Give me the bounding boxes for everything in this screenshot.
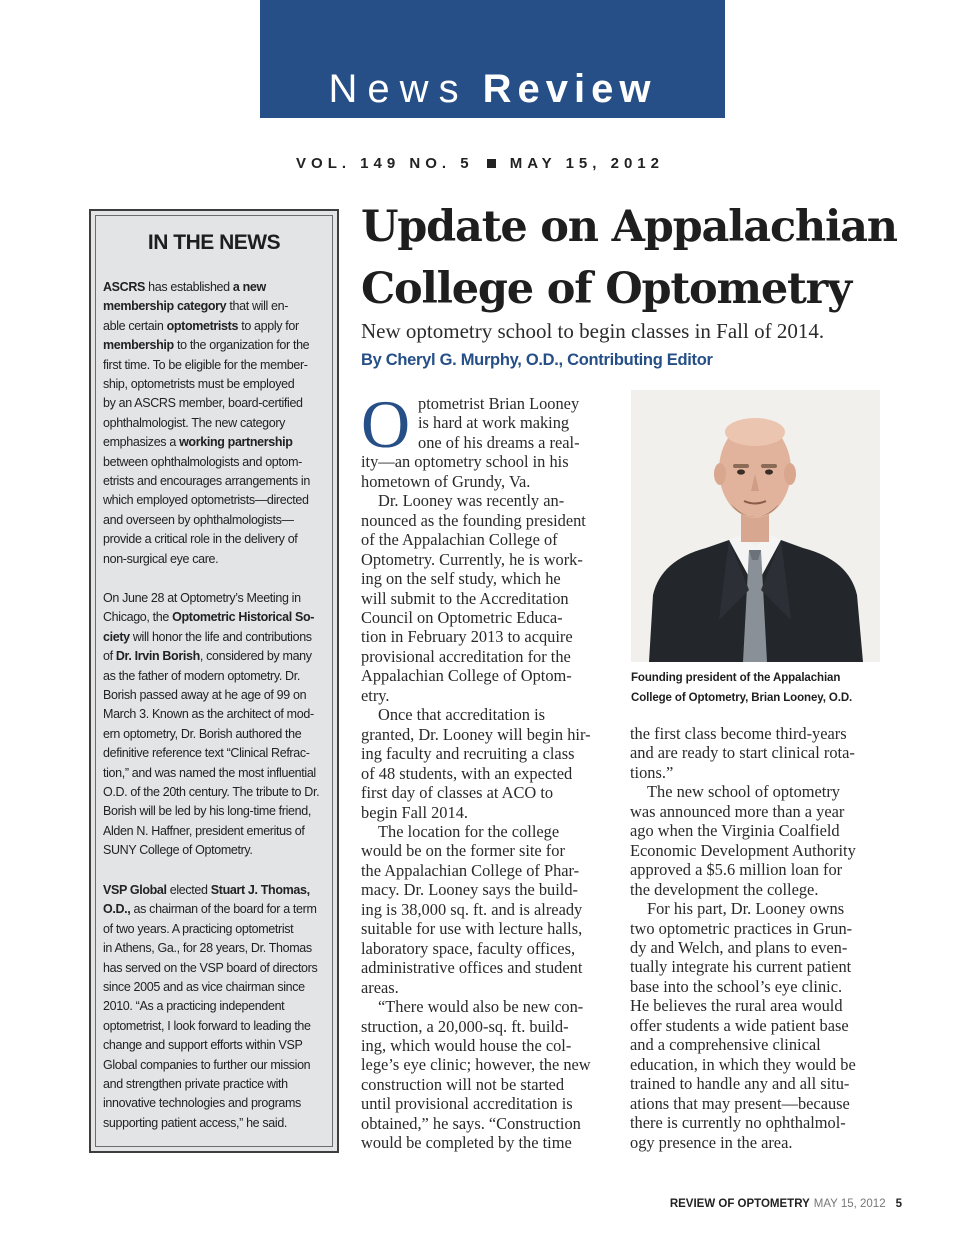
sidebar-bold-run: a new bbox=[232, 280, 266, 294]
article-text-line: trained to handle any and all situ- bbox=[630, 1074, 850, 1094]
sidebar-bold-run: Stuart J. Thomas, bbox=[210, 883, 310, 897]
issue-volume: VOL. 149 NO. 5 bbox=[296, 155, 474, 172]
sidebar-text-line bbox=[103, 959, 333, 978]
article-text-line: and are ready to start clinical rota- bbox=[630, 743, 855, 763]
sidebar-text-line bbox=[103, 725, 333, 744]
sidebar-text-run: optometrist, I look forward to leading the bbox=[103, 1018, 311, 1033]
sidebar-text-line bbox=[103, 491, 333, 510]
sidebar-text-line bbox=[103, 764, 333, 783]
article-text-line: struction, a 20,000-sq. ft. build- bbox=[361, 1016, 569, 1036]
article-text-line: begin Fall 2014. bbox=[361, 802, 468, 822]
sidebar-text-line bbox=[103, 978, 333, 997]
sidebar-text-run: in Athens, Ga., for 28 years, Dr. Thomas bbox=[103, 941, 312, 956]
article-text-line: one of his dreams a real- bbox=[418, 432, 580, 452]
article-text-line: will submit to the Accreditation bbox=[361, 588, 569, 608]
sidebar-bold-run: optometrists bbox=[166, 318, 239, 333]
sidebar-bold-run: membership category bbox=[103, 299, 227, 314]
article-text-line: provisional accreditation for the bbox=[361, 646, 571, 666]
sidebar-text-line bbox=[103, 667, 333, 686]
sidebar-paragraph-ascrs bbox=[103, 278, 333, 569]
sidebar-text-run: Chicago, the bbox=[103, 610, 173, 625]
sidebar-text-run: to apply for bbox=[238, 318, 299, 333]
sidebar-text-run: as chairman of the board for a term bbox=[130, 902, 317, 917]
article-text-line: offer students a wide patient base bbox=[630, 1015, 849, 1035]
section-title-word1: News bbox=[328, 67, 469, 111]
article-text-line: dy and Welch, and plans to even- bbox=[630, 937, 848, 957]
article-text-line: and a comprehensive clinical bbox=[630, 1035, 821, 1055]
article-text-line: the development the college. bbox=[630, 879, 819, 899]
caption-line-1: Founding president of the Appalachian bbox=[631, 672, 841, 684]
article-text-line: education, in which they would be bbox=[630, 1054, 856, 1074]
article-text-line: laboratory space, faculty offices, bbox=[361, 938, 576, 958]
sidebar-text-run: March 3. Known as the architect of mod- bbox=[103, 707, 314, 722]
article-text-line: granted, Dr. Looney will begin hir- bbox=[361, 724, 591, 744]
sidebar-bold-run: membership bbox=[103, 338, 174, 353]
article-text-line: two optometric practices in Grun- bbox=[630, 918, 853, 938]
sidebar-text-run: that will en- bbox=[226, 299, 289, 314]
sidebar-text-line bbox=[103, 336, 333, 355]
article-text-line: Dr. Looney was recently an- bbox=[378, 491, 565, 511]
sidebar-text-run: of two years. A practicing optometrist bbox=[103, 921, 294, 936]
sidebar-text-run: 2010. “As a practicing independent bbox=[103, 999, 285, 1014]
sidebar-text-run: provide a critical role in the delivery of bbox=[103, 532, 298, 547]
article-text-line: administrative offices and student bbox=[361, 958, 583, 978]
sidebar-text-run: by an ASCRS member, board-certified bbox=[103, 396, 303, 411]
sidebar-text-run: , considered by many bbox=[199, 649, 312, 664]
article-text-line: lege’s eye clinic; however, the new bbox=[361, 1055, 591, 1075]
sidebar-text-run: SUNY College of Optometry. bbox=[103, 843, 253, 858]
sidebar-bold-run: VSP Global bbox=[103, 883, 167, 897]
sidebar-text-run: innovative technologies and programs bbox=[103, 1096, 301, 1111]
sidebar-paragraph-vsp bbox=[103, 881, 333, 1133]
sidebar-text-run: between ophthalmologists and optom- bbox=[103, 454, 302, 469]
sidebar-text-run: and overseen by ophthalmologists— bbox=[103, 512, 294, 527]
article-byline: By Cheryl G. Murphy, O.D., Contributing Editor bbox=[361, 351, 713, 369]
sidebar-text-line bbox=[103, 939, 333, 958]
sidebar-text-run: and strengthen private practice with bbox=[103, 1077, 288, 1092]
article-text-line: approved a $5.6 million loan for bbox=[630, 860, 843, 880]
sidebar-text-line bbox=[103, 608, 333, 627]
sidebar-text-line bbox=[103, 822, 333, 841]
sidebar-text-run: tion,” and was named the most influential bbox=[103, 765, 316, 780]
article-text-line: tually integrate his current patient bbox=[630, 957, 852, 977]
article-text-line: obtained,” he says. “Construction bbox=[361, 1113, 581, 1133]
sidebar-text-line bbox=[103, 414, 333, 433]
sidebar-text-line bbox=[103, 433, 333, 452]
article-text-line: construction will not be started bbox=[361, 1074, 565, 1094]
sidebar-text-run: ship, optometrists must be employed bbox=[103, 377, 295, 392]
sidebar-text-line bbox=[103, 1017, 333, 1036]
sidebar-text-line bbox=[103, 920, 333, 939]
article-text-line: first day of classes at ACO to bbox=[361, 783, 554, 803]
article-text-line: of 48 students, with an expected bbox=[361, 763, 573, 783]
sidebar-text-run: emphasizes a bbox=[103, 435, 180, 450]
sidebar-text-line bbox=[103, 589, 333, 608]
sidebar-text-run: Alden N. Haffner, president emeritus of bbox=[103, 823, 305, 838]
article-text-line: ing faculty and recruiting a class bbox=[361, 744, 575, 764]
sidebar-text-line bbox=[103, 744, 333, 763]
article-text-line: until provisional accreditation is bbox=[361, 1094, 573, 1114]
sidebar-bold-run: working partnership bbox=[179, 435, 293, 450]
article-text-line: He believes the rural area would bbox=[630, 996, 843, 1016]
headline-line-1: Update on Appalachian bbox=[361, 202, 897, 252]
section-banner bbox=[260, 0, 725, 118]
article-text-line: ago when the Virginia Coalfield bbox=[630, 821, 840, 841]
footer-publication: REVIEW OF OPTOMETRY bbox=[669, 1198, 810, 1210]
sidebar-text-run: elected bbox=[166, 883, 211, 897]
article-text-line: base into the school’s eye clinic. bbox=[630, 976, 843, 996]
sidebar-text-line bbox=[103, 530, 333, 549]
article-text-line: Appalachian College of Optom- bbox=[361, 666, 572, 686]
sidebar-text-line bbox=[103, 686, 333, 705]
sidebar-text-line bbox=[103, 705, 333, 724]
headline-line-2: College of Optometry bbox=[361, 264, 851, 314]
article-text-line: tions.” bbox=[630, 762, 674, 782]
article-text-line: The location for the college bbox=[378, 821, 560, 841]
sidebar-text-line bbox=[103, 1036, 333, 1055]
sidebar-text-run: ophthalmologist. The new category bbox=[103, 415, 286, 430]
issue-line bbox=[0, 155, 960, 172]
sidebar-text-run: On June 28 at Optometry’s Meeting in bbox=[103, 591, 301, 605]
sidebar-text-run: ern optometry, Dr. Borish authored the bbox=[103, 726, 302, 741]
article-text-line: Economic Development Authority bbox=[630, 840, 856, 860]
sidebar-text-line bbox=[103, 453, 333, 472]
article-text-line: ing is 38,000 sq. ft. and is already bbox=[361, 899, 583, 919]
article-text-line: the Appalachian College of Phar- bbox=[361, 860, 580, 880]
sidebar-text-run: Borish passed away at he age of 99 on bbox=[103, 688, 307, 703]
article-column-2 bbox=[630, 724, 880, 1152]
article-text-line: ogy presence in the area. bbox=[630, 1132, 793, 1152]
sidebar-bold-run: Dr. Irvin Borish bbox=[115, 649, 200, 664]
article-text-line: ing on the self study, which he bbox=[361, 569, 561, 589]
caption-line-2: College of Optometry, Brian Looney, O.D. bbox=[631, 692, 853, 704]
sidebar-text-run: first time. To be eligible for the member- bbox=[103, 357, 308, 372]
sidebar-text-run: able certain bbox=[103, 318, 167, 333]
article-text-line: Once that accreditation is bbox=[378, 705, 546, 725]
article-text-line: etry. bbox=[361, 685, 390, 705]
article-text-line: ptometrist Brian Looney bbox=[418, 394, 580, 413]
section-title-word2: Review bbox=[482, 67, 657, 111]
sidebar-text-run: non-surgical eye care. bbox=[103, 551, 219, 566]
sidebar-text-run: O.D. of the 20th century. The tribute to Dr. bbox=[103, 785, 320, 800]
article-text-line: areas. bbox=[361, 977, 399, 997]
sidebar-text-line bbox=[103, 997, 333, 1016]
article-text-line: ing, which would house the col- bbox=[361, 1035, 572, 1055]
article-text-line: would be completed by the time bbox=[361, 1133, 572, 1153]
sidebar-bold-run: ciety bbox=[103, 629, 130, 644]
sidebar-text-line bbox=[103, 394, 333, 413]
sidebar-text-run: has established bbox=[145, 280, 233, 294]
article-text-line: there is currently no ophthalmol- bbox=[630, 1113, 846, 1133]
sidebar-text-line bbox=[103, 1094, 333, 1113]
page-footer bbox=[670, 1198, 902, 1210]
article-text-line: hometown of Grundy, Va. bbox=[361, 471, 531, 491]
sidebar-text-run: since 2005 and as vice chairman since bbox=[103, 980, 305, 995]
sidebar-text-run: will honor the life and contributions bbox=[129, 629, 312, 644]
sidebar-text-line bbox=[103, 1075, 333, 1094]
issue-date: MAY 15, 2012 bbox=[509, 155, 664, 172]
article-headline bbox=[361, 196, 897, 320]
article-text-line: nounced as the founding president bbox=[361, 510, 586, 530]
sidebar-text-line bbox=[103, 881, 333, 900]
sidebar-text-line bbox=[103, 628, 333, 647]
sidebar-text-line bbox=[103, 511, 333, 530]
sidebar-text-line bbox=[103, 841, 333, 860]
sidebar-text-run: Borish will be led by his long-time friend, bbox=[103, 804, 311, 819]
article-text-line: is hard at work making bbox=[418, 413, 570, 433]
drop-cap: O bbox=[361, 386, 411, 462]
sidebar-text-line bbox=[103, 550, 333, 569]
sidebar-text-line bbox=[103, 802, 333, 821]
sidebar-text-line bbox=[103, 472, 333, 491]
article-text-line: tion in February 2013 to acquire bbox=[361, 627, 573, 647]
sidebar-text-run: definitive reference text “Clinical Refrac- bbox=[103, 746, 310, 761]
page-number: 5 bbox=[895, 1198, 902, 1210]
sidebar-text-line bbox=[103, 647, 333, 666]
sidebar-text-run: to the organization for the bbox=[173, 338, 310, 353]
sidebar-text-run: has served on the VSP board of directors bbox=[103, 960, 318, 975]
article-text-line: “There would also be new con- bbox=[378, 997, 584, 1017]
article-text-line: The new school of optometry bbox=[647, 782, 840, 802]
article-text-line: Optometry. Currently, he is work- bbox=[361, 549, 583, 569]
sidebar-text-run: as the father of modern optometry. Dr. bbox=[103, 668, 300, 683]
sidebar-text-line bbox=[103, 1056, 333, 1075]
sidebar-text-line bbox=[103, 900, 333, 919]
sidebar-text-line bbox=[103, 1114, 333, 1133]
article-column-1 bbox=[361, 394, 611, 1153]
sidebar-text-line bbox=[103, 317, 333, 336]
square-bullet-icon bbox=[487, 159, 496, 168]
article-text-line: For his part, Dr. Looney owns bbox=[647, 899, 845, 919]
article-text-line: the first class become third-years bbox=[630, 724, 847, 743]
in-the-news-sidebar bbox=[89, 209, 339, 1153]
sidebar-bold-run: ASCRS bbox=[103, 280, 146, 294]
sidebar-text-line bbox=[103, 297, 333, 316]
article-text-line: ations that may present—because bbox=[630, 1093, 850, 1113]
sidebar-text-line bbox=[103, 783, 333, 802]
article-text-line: was announced more than a year bbox=[630, 801, 845, 821]
sidebar-text-line bbox=[103, 278, 333, 297]
article-text-line: suitable for use with lecture halls, bbox=[361, 919, 583, 939]
article-text-line: of the Appalachian College of bbox=[361, 530, 558, 550]
article-text-line: would be on the former site for bbox=[361, 841, 565, 861]
sidebar-bold-run: O.D., bbox=[103, 902, 131, 917]
sidebar-text-run: of bbox=[103, 649, 116, 664]
sidebar-text-run: which employed optometrists—directed bbox=[103, 493, 309, 508]
sidebar-paragraph-borish bbox=[103, 589, 333, 861]
article-text-line: Council on Optometric Educa- bbox=[361, 607, 563, 627]
portrait-photo bbox=[631, 390, 880, 662]
sidebar-text-line bbox=[103, 356, 333, 375]
sidebar-text-run: change and support efforts within VSP bbox=[103, 1038, 303, 1053]
article-text-line: macy. Dr. Looney says the build- bbox=[361, 880, 578, 900]
sidebar-text-run: etrists and encourages arrangements in bbox=[103, 474, 310, 489]
footer-date: MAY 15, 2012 bbox=[813, 1198, 886, 1210]
article-text-line: ity—an optometry school in his bbox=[361, 452, 569, 472]
sidebar-bold-run: Optometric Historical So- bbox=[172, 610, 315, 625]
portrait-illustration bbox=[631, 390, 880, 662]
section-title bbox=[260, 66, 725, 112]
sidebar-text-line bbox=[103, 375, 333, 394]
article-subhead: New optometry school to begin classes in Fall of 2014. bbox=[361, 319, 825, 343]
sidebar-text-run: Global companies to further our mission bbox=[103, 1057, 311, 1072]
photo-caption bbox=[631, 668, 852, 708]
sidebar-text-run: supporting patient access,” he said. bbox=[103, 1115, 288, 1130]
sidebar-title: IN THE NEWS bbox=[147, 231, 281, 254]
